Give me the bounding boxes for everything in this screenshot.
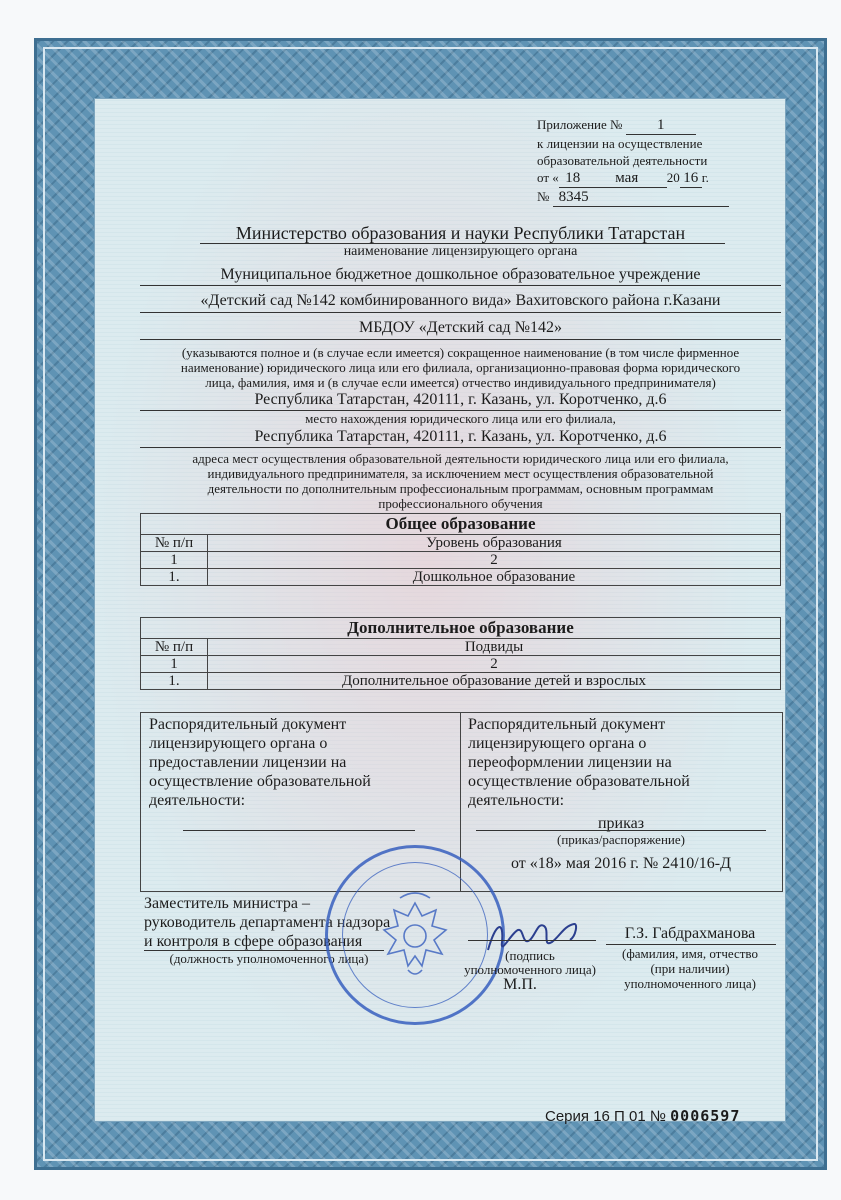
general-index-1: 1 [141,552,208,569]
additional-col-subtypes: Подвиды [208,639,781,656]
name-caption-1: (фамилия, имя, отчество [622,946,758,961]
authority-name: Министерство образования и науки Республики Татарстан [235,223,686,243]
name-caption-3: уполномоченного лица) [624,976,756,991]
appendix-date-month: мая [587,170,667,188]
activity-address: Республика Татарстан, 420111, г. Казань, ул. Коротченко, д.6 [254,428,667,445]
additional-row-name: Дополнительное образование детей и взрослых [208,673,781,690]
serial-number: 0006597 [670,1107,741,1125]
orders-doc-type: приказ [597,815,645,832]
appendix-date-year: 16 [680,170,702,188]
general-col-level: Уровень образования [208,535,781,552]
organization-short-underline [140,339,781,340]
additional-education-title: Дополнительное образование [141,618,781,639]
appendix-date-day: 18 [559,170,587,188]
orders-doc-type-underline [476,830,766,831]
signature-caption-2: уполномоченного лица) [464,962,596,977]
general-col-number: № п/п [141,535,208,552]
orders-left-line5: деятельности: [149,792,246,809]
general-education-table [140,513,781,586]
orders-doc-date: от «18» мая 2016 г. № 2410/16-Д [511,855,731,872]
organization-caption-2: наименование) юридического лица или его филиала, организационно-правовая форма юридического [180,360,741,375]
signature-caption-1: (подпись [505,948,555,963]
appendix-date-year-prefix: 20 [666,170,680,185]
organization-line2-underline [140,312,781,313]
appendix-date-suffix: г. [701,170,709,185]
stamp-emblem [328,848,502,1022]
orders-right-line3: переоформлении лицензии на [468,754,672,771]
serial-label: Серия [545,1108,590,1125]
orders-right-line1: Распорядительный документ [468,716,666,733]
activity-underline [140,447,781,448]
form-serial [545,1107,740,1125]
signatory-position-line3: и контроля в сфере образования [144,933,363,950]
additional-index-1: 1 [141,656,208,673]
signatory-position-line2: руководитель департамента надзора [144,914,391,931]
location-address: Республика Татарстан, 420111, г. Казань, ул. Коротченко, д.6 [254,391,667,408]
organization-short-name: МБДОУ «Детский сад №142» [359,319,562,336]
general-row-name: Дошкольное образование [208,569,781,586]
signatory-name: Г.З. Габдрахманова [624,925,756,942]
table-row [141,673,781,690]
organization-line2: «Детский сад №142 комбинированного вида» Вахитовского района г.Казани [200,292,721,309]
orders-doc-type-caption: (приказ/распоряжение) [557,832,685,847]
additional-row-number: 1. [141,673,208,690]
additional-col-number: № п/п [141,639,208,656]
orders-right-line4: осуществление образовательной [468,773,690,790]
orders-left-line1: Распорядительный документ [149,716,347,733]
orders-left-text [149,715,449,810]
activity-caption-1: адреса мест осуществления образовательной деятельности юридического лица или его филиала, [192,451,729,466]
appendix-date-prefix: от « [537,170,559,185]
orders-left-blank-line [183,830,415,831]
additional-index-2: 2 [208,656,781,673]
additional-education-table [140,617,781,690]
name-caption-2: (при наличии) [650,961,730,976]
general-row-number: 1. [141,569,208,586]
activity-caption-2: индивидуального предпринимателя, за исключением мест осуществления образовательной [207,466,714,481]
orders-right-line2: лицензирующего органа о [468,735,647,752]
activity-caption-3: деятельности по дополнительным профессиональным программам, основным программам [207,481,714,496]
general-education-title: Общее образование [141,514,781,535]
organization-line1: Муниципальное бюджетное дошкольное образовательное учреждение [220,266,701,283]
activity-caption-4: профессионального обучения [378,496,543,511]
appendix-license-label: № [537,189,550,204]
general-index-2: 2 [208,552,781,569]
orders-left-line3: предоставлении лицензии на [149,754,347,771]
orders-right-line5: деятельности: [468,792,565,809]
orders-right-text [468,715,773,810]
location-caption: место нахождения юридического лица или его филиала, [305,411,616,426]
appendix-label: Приложение № [537,117,623,132]
appendix-line2: к лицензии на осуществление [537,136,703,151]
organization-caption-3: лица, фамилия, имя и (в случае если имеется) отчество индивидуального предпринимателя) [205,375,716,390]
name-underline [606,944,776,945]
signature-underline [468,940,596,941]
orders-left-line4: осуществление образовательной [149,773,371,790]
organization-caption-1: (указываются полное и (в случае если имеется) сокращенное наименование (в том числе фирменное [181,345,740,360]
appendix-line3: образовательной деятельности [537,153,708,168]
position-caption: (должность уполномоченного лица) [169,951,369,966]
serial-number-label: № [649,1108,666,1125]
appendix-block [537,116,767,207]
serial-series: 16 П 01 [593,1108,646,1125]
table-row [141,569,781,586]
signatory-position-line1: Заместитель министра – [144,895,310,912]
orders-left-line2: лицензирующего органа о [149,735,328,752]
appendix-number: 1 [626,117,696,135]
organization-line1-underline [140,285,781,286]
stamp-place-label: М.П. [503,976,537,993]
appendix-license-number: 8345 [553,189,729,207]
authority-caption: наименование лицензирующего органа [343,244,578,259]
